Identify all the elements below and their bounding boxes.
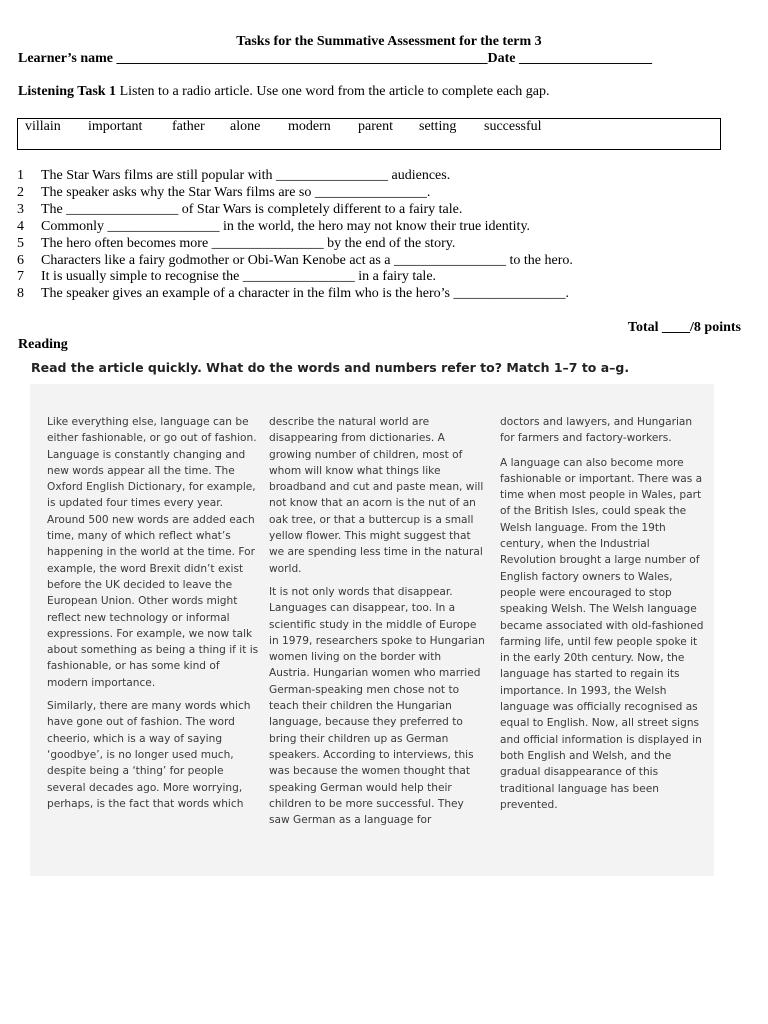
question-number: 4 xyxy=(17,218,24,234)
question-item xyxy=(17,286,573,303)
question-number: 6 xyxy=(17,252,24,268)
article-paragraph: describe the natural world are disappearing from dictionaries. A growing number of children, most of whom will know what things like broadband and cut and paste mean, will not know that an acorn is the nut of an oak tree, or that a buttercup is a small yellow flower. This might suggest that we are spending less time in the natural world. xyxy=(269,416,484,575)
article-column-1 xyxy=(47,414,259,819)
question-item xyxy=(17,269,573,286)
question-text: Characters like a fairy godmother or Obi-Wan Kenobe act as a ________________ to the hero. xyxy=(41,252,573,268)
article-column-3 xyxy=(500,414,704,821)
question-text: The speaker asks why the Star Wars films are so ________________. xyxy=(41,184,431,200)
word-bank-item: parent xyxy=(358,119,393,134)
total-points: Total ____/8 points xyxy=(627,320,741,335)
question-number: 5 xyxy=(17,235,24,251)
word-bank-box xyxy=(17,118,721,150)
word-bank-item: setting xyxy=(419,119,457,134)
question-item xyxy=(17,253,573,270)
question-text: It is usually simple to recognise the ________________ in a fairy tale. xyxy=(41,269,437,285)
word-bank-item: father xyxy=(172,119,205,134)
article-paragraph: Similarly, there are many words which have gone out of fashion. The word cheerio, which is a way of saying ‘goodbye’, is no longer used much, despite being a ‘thing’ for people several decades ago. More worrying, perhaps, is the fact that words which xyxy=(47,700,251,810)
question-number: 8 xyxy=(17,286,24,302)
page-title: Tasks for the Summative Assessment for the term 3 xyxy=(236,34,542,49)
question-item xyxy=(17,236,573,253)
question-item xyxy=(17,168,573,185)
article-paragraph: A language can also become more fashionable or important. There was a time when most people in Wales, part of the British Isles, could speak the Welsh language. From the 19th century, when the Industrial Revolution brought a large number of English factory owners to Wales, people were encouraged to stop speaking Welsh. The Welsh language became associated with old-fashioned farming life, until few people spoke it in the early 20th century. Now, the language has started to regain its importance. In 1993, the Welsh language was officially recognised as equal to English. Now, all street signs and official information is displayed in both English and Welsh, and the gradual disappearance of this traditional language has been prevented. xyxy=(500,456,704,811)
word-bank-item: successful xyxy=(484,119,542,134)
question-text: The Star Wars films are still popular with ________________ audiences. xyxy=(41,168,451,183)
article-paragraph: doctors and lawyers, and Hungarian for farmers and factory-workers. xyxy=(500,416,693,445)
reading-heading: Reading xyxy=(18,337,68,352)
question-list xyxy=(17,168,573,303)
listening-task-heading: Listening Task 1 xyxy=(18,84,117,99)
question-text: The ________________ of Star Wars is completely different to a fairy tale. xyxy=(41,201,463,217)
word-bank-item: villain xyxy=(25,119,61,134)
question-item xyxy=(17,202,573,219)
question-text: The hero often becomes more ________________ by the end of the story. xyxy=(41,235,456,251)
listening-task-instruction xyxy=(18,84,550,100)
question-number: 7 xyxy=(17,269,24,285)
learner-name-date-line: Learner’s name _____________________________________________________Date ___________________ xyxy=(18,51,652,66)
article-column-2 xyxy=(269,414,485,835)
question-item xyxy=(17,185,573,202)
question-text: Commonly ________________ in the world, the hero may not know their true identity. xyxy=(41,218,531,234)
listening-instruction-text: Listen to a radio article. Use one word from the article to complete each gap. xyxy=(116,84,550,99)
article-paragraph: It is not only words that disappear. Languages can disappear, too. In a scientific study in the middle of Europe in 1979, researchers spoke to Hungarian women living on the border with Austria. Hungarian women who married German-speaking men chose not to teach their children the Hungarian language, because they preferred to bring their children up as German speakers. According to interviews, this was because the women thought that speaking German would help their children to be more successful. They saw German as a language for xyxy=(269,585,485,827)
question-number: 1 xyxy=(17,168,24,183)
word-bank-item: modern xyxy=(288,119,331,134)
question-number: 3 xyxy=(17,201,24,217)
question-text: The speaker gives an example of a character in the film who is the hero’s ________________. xyxy=(41,286,569,302)
word-bank-item: important xyxy=(88,119,143,134)
word-bank-item: alone xyxy=(230,119,261,134)
question-item xyxy=(17,219,573,236)
article-panel xyxy=(30,384,714,876)
reading-instruction: Read the article quickly. What do the words and numbers refer to? Match 1–7 to a–g. xyxy=(31,360,630,375)
question-number: 2 xyxy=(17,184,24,200)
article-paragraph: Like everything else, language can be either fashionable, or go out of fashion. Language is constantly changing and new words appear all the time. The Oxford English Dictionary, for example, is updated four times every year. Around 500 new words are added each time, many of which reflect what’s happening in the world at the time. For example, the word Brexit didn’t exist before the UK decided to leave the European Union. Other words might reflect new technology or informal expressions. For example, we now talk about something as being a thing if it is fashionable, or has some kind of modern importance. xyxy=(47,416,259,689)
